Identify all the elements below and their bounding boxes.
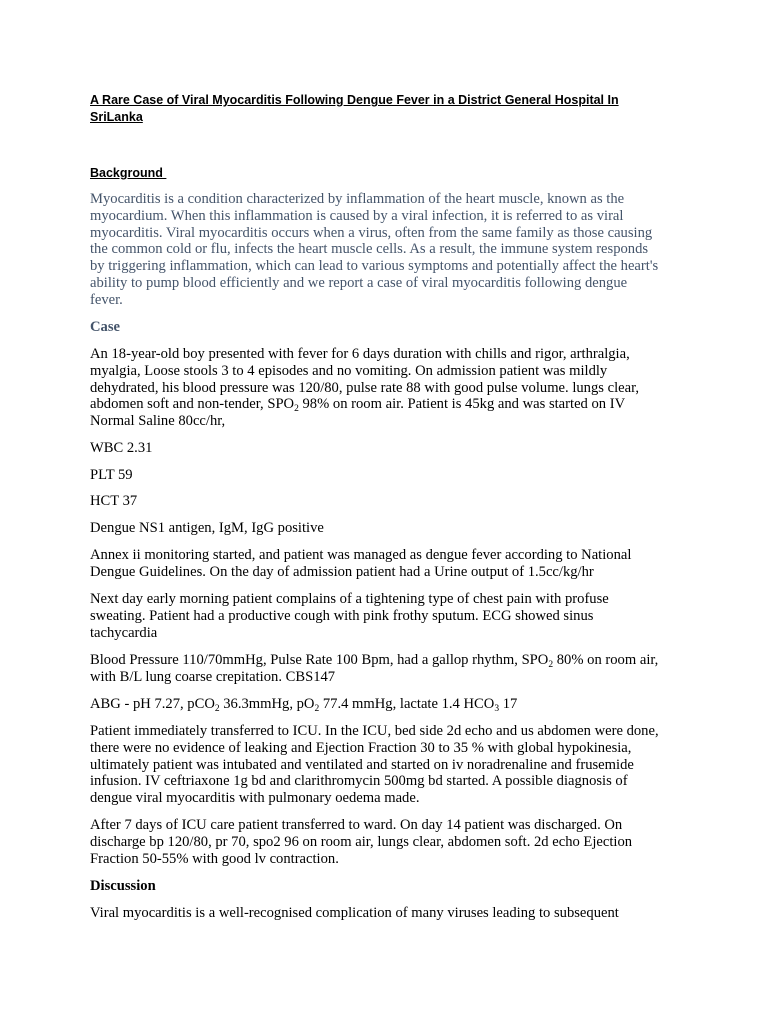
paragraph-line: by triggering inflammation, which can lead to various symptoms and potentially affect the heart's — [90, 258, 659, 275]
background-paragraph — [90, 191, 682, 309]
paragraph-line: dehydrated, his blood pressure was 120/80, pulse rate 88 with good pulse volume. lungs clear, — [90, 379, 640, 396]
paragraph-line: myocardium. When this inflammation is caused by a viral infection, it is referred to as viral — [90, 207, 624, 224]
paragraph-line: infusion. IV ceftriaxone 1g bd and clarithromycin 500mg bd started. A possible diagnosis of — [90, 773, 628, 790]
paragraph-line: tachycardia — [90, 624, 158, 641]
paragraph-line — [90, 652, 682, 669]
subscript: 3 — [494, 704, 500, 714]
subscript: 2 — [314, 704, 320, 714]
paragraph-line: Annex ii monitoring started, and patient was managed as dengue fever according to National — [90, 547, 632, 563]
paragraph-line: myalgia, Loose stools 3 to 4 episodes and no vomiting. On admission patient was mildly — [90, 362, 608, 379]
subscript: 2 — [214, 704, 220, 714]
paragraph-line — [90, 696, 682, 713]
text-run: 98% on room air. Patient is 45kg and was started on IV — [298, 396, 626, 413]
discussion-paragraph — [90, 905, 682, 922]
paragraph-line: Dengue Guidelines. On the day of admission patient had a Urine output of 1.5cc/kg/hr — [90, 563, 594, 580]
text-run: 36.3mmHg, pO — [219, 696, 315, 712]
paragraph-line: Fraction 50-55% with good lv contraction. — [90, 850, 339, 867]
dengue-serology: Dengue NS1 antigen, IgM, IgG positive — [90, 520, 324, 536]
paragraph-line: the common cold or flu, infects the heart muscle cells. As a result, the immune system responds — [90, 241, 649, 258]
text-run: 80% on room air, — [553, 652, 659, 668]
paragraph-line: Viral myocarditis is a well-recognised complication of many viruses leading to subsequent — [90, 905, 619, 921]
text-run: Blood Pressure 110/70mmHg, Pulse Rate 100 Bpm, had a gallop rhythm, SPO — [90, 652, 549, 668]
paragraph-line: fever. — [90, 291, 123, 308]
text-run: ABG - pH 7.27, pCO — [90, 696, 215, 712]
annex-paragraph — [90, 547, 682, 581]
discharge-paragraph — [90, 817, 682, 867]
wbc-value: WBC 2.31 — [90, 440, 153, 456]
icu-paragraph — [90, 723, 682, 807]
text-run: abdomen soft and non-tender, SPO — [90, 396, 295, 413]
hct-value: HCT 37 — [90, 493, 138, 509]
paragraph-line: Patient immediately transferred to ICU. In the ICU, bed side 2d echo and us abdomen were done, — [90, 723, 659, 739]
subscript: 2 — [548, 660, 554, 670]
case-heading: Case — [90, 319, 120, 335]
paragraph-line: Next day early morning patient complains of a tightening type of chest pain with profuse — [90, 591, 609, 607]
text-run: 77.4 mmHg, lactate 1.4 HCO — [319, 696, 495, 712]
next-day-paragraph — [90, 591, 682, 641]
paragraph-line — [90, 396, 682, 413]
document-title: A Rare Case of Viral Myocarditis Following Dengue Fever in a District General Hospital In SriLanka — [90, 93, 619, 124]
subscript: 2 — [294, 404, 299, 415]
paragraph-line: with B/L lung coarse crepitation. CBS147 — [90, 668, 336, 685]
case-paragraph — [90, 346, 682, 430]
paragraph-line: ability to pump blood efficiently and we report a case of viral myocarditis following dengue — [90, 274, 628, 291]
paragraph-line: An 18-year-old boy presented with fever for 6 days duration with chills and rigor, arthralgia, — [90, 346, 630, 362]
abg-paragraph — [90, 696, 682, 713]
background-heading: Background — [90, 166, 167, 180]
paragraph-line: sweating. Patient had a productive cough with pink frothy sputum. ECG showed sinus — [90, 607, 594, 624]
paragraph-line: discharge bp 120/80, pr 70, spo2 96 on room air, lungs clear, abdomen soft. 2d echo Ejection — [90, 833, 633, 850]
text-run: 17 — [499, 696, 518, 712]
discussion-heading: Discussion — [90, 878, 156, 894]
paragraph-line: there were no evidence of leaking and Ejection Fraction 30 to 35 % with global hypokinesia, — [90, 739, 632, 756]
paragraph-line: Normal Saline 80cc/hr, — [90, 413, 226, 430]
plt-value: PLT 59 — [90, 467, 133, 483]
paragraph-line: After 7 days of ICU care patient transferred to ward. On day 14 patient was discharged. On — [90, 817, 623, 833]
paragraph-line: myocarditis. Viral myocarditis occurs when a virus, often from the same family as those causing — [90, 224, 653, 241]
paragraph-line: Myocarditis is a condition characterized by inflammation of the heart muscle, known as the — [90, 191, 625, 207]
paragraph-line: dengue viral myocarditis with pulmonary oedema made. — [90, 790, 420, 807]
vitals-paragraph — [90, 652, 682, 686]
paragraph-line: ultimately patient was intubated and ventilated and started on iv noradrenaline and frusemide — [90, 756, 634, 773]
